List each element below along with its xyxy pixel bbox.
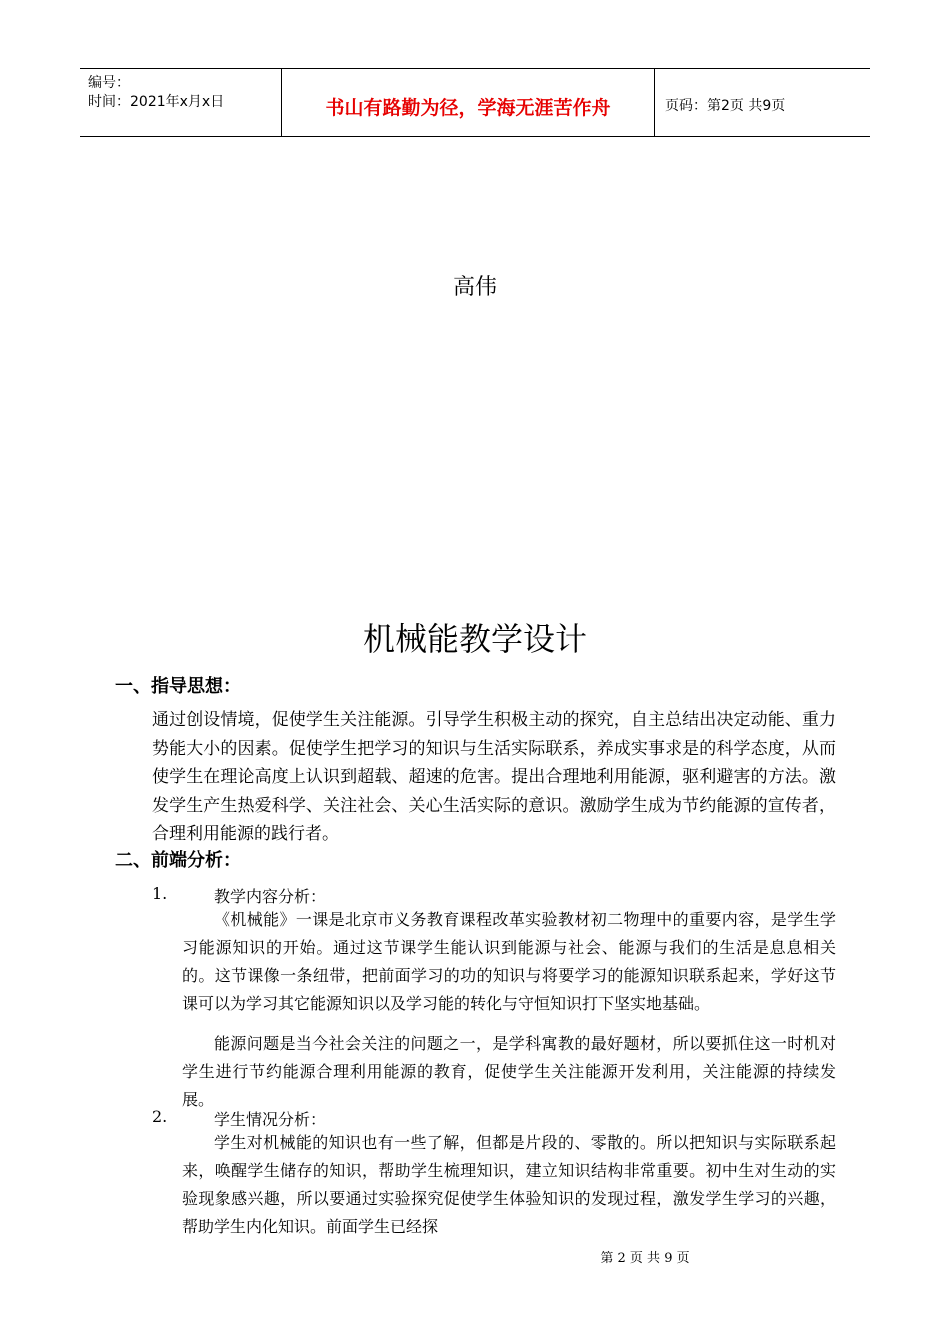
header-page-cell (655, 69, 870, 136)
section-heading-guiding-thought: 一、指导思想： (115, 676, 241, 697)
header-page-number: 页码：第2页 共9页 (665, 98, 786, 114)
document-number: 编号： (88, 75, 130, 91)
header-info-cell (80, 69, 282, 136)
list-item-title-student-analysis: 学生情况分析： (214, 1110, 327, 1129)
document-date: 时间：2021年x月x日 (88, 94, 225, 110)
author-name: 高伟 (452, 275, 497, 300)
header-motto-cell (282, 69, 655, 136)
content-analysis-paragraph-2: 能源问题是当今社会关注的问题之一，是学科寓教的最好题材，所以要抓住这一时机对学生进行节约能源合理利用能源的教育，促使学生关注能源开发利用，关注能源的持续发展。 (182, 1034, 836, 1109)
section-guiding-thought-text: 通过创设情境，促使学生关注能源。引导学生积极主动的探究，自主总结出决定动能、重力势能大小的因素。促使学生把学习的知识与生活实际联系，养成实事求是的科学态度，从而使学生在理论高度上认识到超载、超速的危害。提出合理地利用能源，驱利避害的方法。激发学生产生热爱科学、关注社会、关心生活实际的意识。激励学生成为节约能源的宣传者，合理利用能源的践行者。 (152, 710, 836, 844)
document-title: 机械能教学设计 (362, 620, 587, 658)
page-header-table (80, 68, 870, 137)
section-heading-front-analysis: 二、前端分析： (115, 850, 241, 871)
header-motto: 书山有路勤为径，学海无涯苦作舟 (325, 97, 611, 119)
student-analysis-paragraph-1: 学生对机械能的知识也有一些了解，但都是片段的、零散的。所以把知识与实际联系起来，唤醒学生储存的知识，帮助学生梳理知识，建立知识结构非常重要。初中生对生动的实验现象感兴趣，所以要通过实验探究促使学生体验知识的发现过程，激发学生学习的兴趣，帮助学生内化知识。前面学生已经探 (182, 1133, 836, 1236)
list-item-number: 2. (152, 1107, 168, 1126)
list-item-number: 1. (152, 884, 168, 903)
list-item-title-content-analysis: 教学内容分析： (214, 887, 327, 906)
content-analysis-paragraph-1: 《机械能》一课是北京市义务教育课程改革实验教材初二物理中的重要内容，是学生学习能源知识的开始。通过这节课学生能认识到能源与社会、能源与我们的生活是息息相关的。这节课像一条纽带，把前面学习的功的知识与将要学习的能源知识联系起来，学好这节课可以为学习其它能源知识以及学习能的转化与守恒知识打下坚实地基础。 (182, 910, 836, 1013)
page-footer: 第 2 页 共 9 页 (600, 1251, 690, 1266)
